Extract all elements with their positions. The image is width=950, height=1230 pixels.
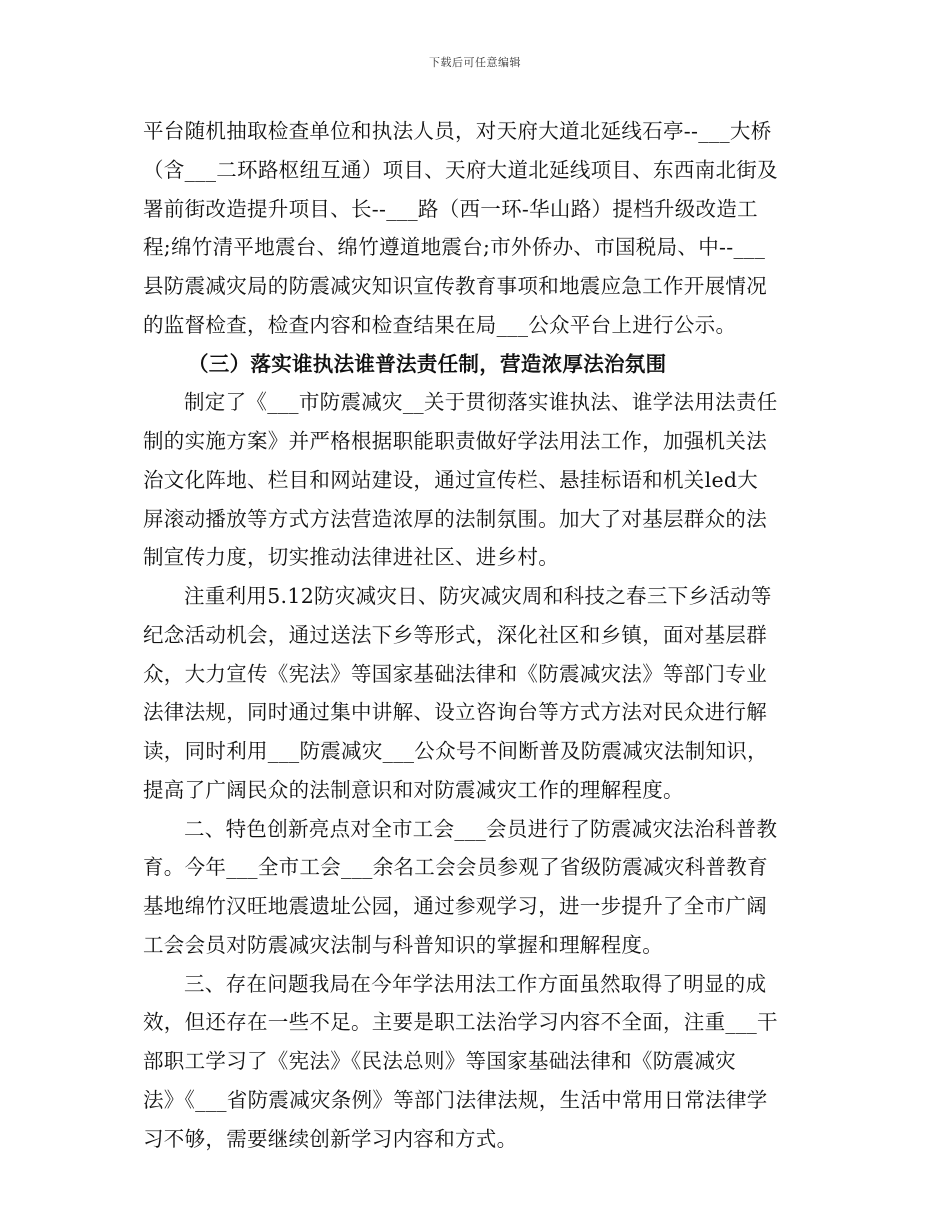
text-line: 县防震减灾局的防震减灾知识宣传教育事项和地震应急工作开展情况 (143, 274, 767, 298)
text-line: 法律法规，同时通过集中讲解、设立咨询台等方式方法对民众进行解 (143, 700, 767, 725)
text-line: （含___二环路枢纽互通）项目、天府大道北延线项目、东西南北街及 (143, 157, 778, 182)
text-line: 工会会员对防震减灾法制与科普知识的掌握和理解程度。 (143, 932, 663, 957)
text-line: 习不够，需要继续创新学习内容和方式。 (143, 1126, 518, 1151)
text-line: 效，但还存在一些不足。主要是职工法治学习内容不全面，注重___干 (143, 1010, 778, 1035)
paragraph-first-line: 注重利用5.12防灾减灾日、防灾减灾周和科技之春三下乡活动等 (184, 584, 772, 608)
paragraph-first-line: 制定了《___市防震减灾__关于贯彻落实谁执法、谁学法用法责任 (184, 390, 778, 415)
text-line: 治文化阵地、栏目和网站建设，通过宣传栏、悬挂标语和机关led大 (143, 467, 759, 492)
text-line: 屏滚动播放等方式方法营造浓厚的法制氛围。加大了对基层群众的法 (143, 506, 767, 531)
text-line: 众，大力宣传《宪法》等国家基础法律和《防震减灾法》等部门专业 (143, 661, 767, 686)
text-line: 的监督检查，检查内容和检查结果在局___公众平台上进行公示。 (143, 312, 737, 337)
page-header: 下载后可任意编辑 (429, 56, 521, 69)
text-line: 读，同时利用___防震减灾___公众号不间断普及防震减灾法制知识， (143, 739, 768, 763)
text-line: 程;绵竹清平地震台、绵竹遵道地震台;市外侨办、市国税局、中--___ (143, 235, 766, 260)
text-line: 法》《___省防震减灾条例》等部门法律法规，生活中常用日常法律学 (143, 1087, 768, 1112)
text-line: 纪念活动机会，通过送法下乡等形式，深化社区和乡镇，面对基层群 (143, 622, 767, 647)
text-line: 制宣传力度，切实推动法律进社区、进乡村。 (143, 545, 559, 570)
text-line: 部职工学习了《宪法》《民法总则》等国家基础法律和《防震减灾 (143, 1049, 736, 1073)
text-line: 平台随机抽取检查单位和执法人员，对天府大道北延线石亭--___大桥 (143, 119, 772, 143)
paragraph-first-line: 三、存在问题我局在今年学法用法工作方面虽然取得了明显的成 (184, 971, 767, 996)
paragraph-first-line: 二、特色创新亮点对全市工会___会员进行了防震减灾法治科普教 (184, 816, 778, 841)
text-line: 基地绵竹汉旺地震遗址公园，通过参观学习，进一步提升了全市广阔 (143, 894, 767, 918)
section-heading: （三）落实谁执法谁普法责任制，营造浓厚法治氛围 (188, 351, 667, 376)
text-line: 提高了广阔民众的法制意识和对防震减灾工作的理解程度。 (143, 777, 684, 802)
text-line: 育。今年___全市工会___余名工会会员参观了省级防震减灾科普教育 (143, 855, 768, 880)
document-body (143, 112, 815, 1158)
text-line: 制的实施方案》并严格根据职能职责做好学法用法工作，加强机关法 (143, 429, 767, 453)
text-line: 署前街改造提升项目、长--___路（西一环-华山路）提档升级改造工 (143, 196, 758, 221)
